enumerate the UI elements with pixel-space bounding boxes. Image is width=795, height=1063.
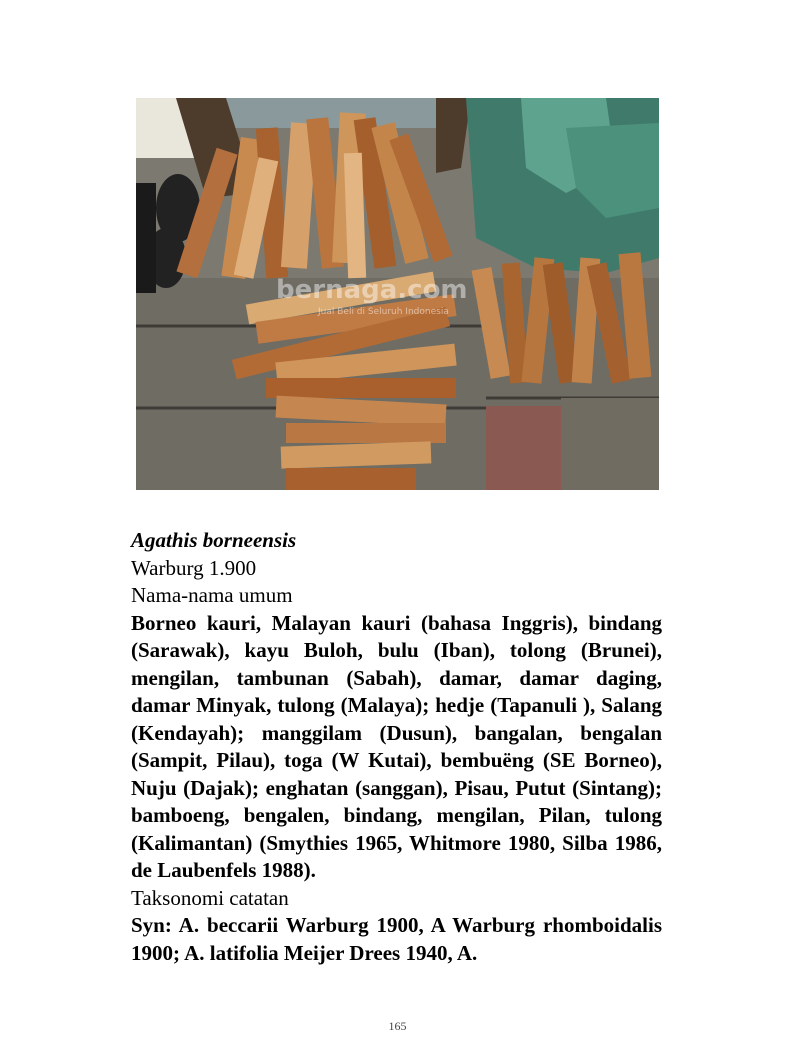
common-names-paragraph: Borneo kauri, Malayan kauri (bahasa Inggris), bindang (Sarawak), kayu Buloh, bulu (Iban), tolong (Brunei), mengilan, tambunan (Sabah), damar, damar daging, damar Minyak, tulong (Malaya); hedje (Tapanuli ), Salang (Kendayah); manggilam (Dusun), bangalan, bengalan (Sampit, Pilau), toga (W Kutai), bembuëng (SE Borneo), Nuju (Dajak); enghatan (sanggan), Pisau, Putut (Sintang); bamboeng, bengalen, bindang, mengilan, Pilan, tulong (Kalimantan) (Smythies 1965, Whitmore 1980, Silba 1986, de Laubenfels 1988). <box>131 610 662 882</box>
author-line: Warburg 1.900 <box>131 555 257 580</box>
common-names-heading: Nama-nama umum <box>131 583 293 607</box>
wood-sticks-photo <box>136 98 659 490</box>
page-number: 165 <box>388 1019 407 1033</box>
taxonomy-heading: Taksonomi catatan <box>131 885 289 910</box>
taxonomy-paragraph: Syn: A. beccarii Warburg 1900, A Warburg rhomboidalis 1900; A. latifolia Meijer Drees 1940, A. <box>131 913 662 965</box>
watermark-brand: bernaga.com <box>276 275 468 305</box>
species-title: Agathis borneensis <box>131 528 297 552</box>
document-body <box>131 527 662 967</box>
watermark-tagline: Jual Beli di Seluruh Indonesia <box>318 307 449 317</box>
